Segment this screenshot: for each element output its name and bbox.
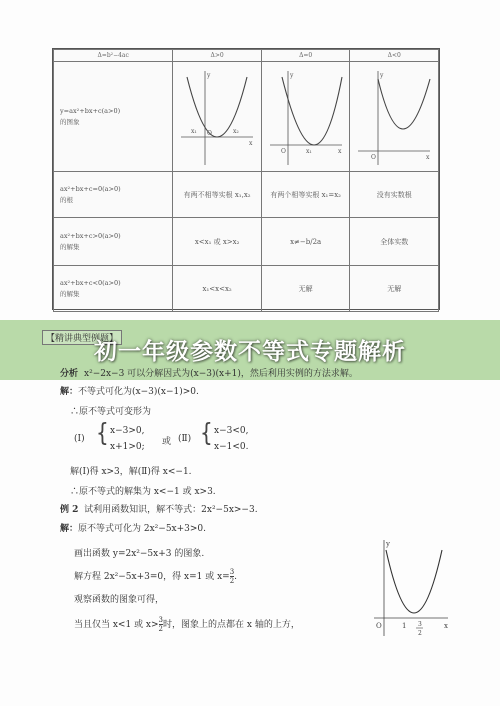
graph-cell-one-root [261, 62, 350, 172]
parabola-no-root-graph [354, 67, 434, 167]
graph-label-origin: O [371, 153, 377, 161]
table-row [54, 172, 439, 218]
table-header-row [54, 50, 439, 62]
solution-line: ∴原不等式的解集为 x<−1 或 x>3. [70, 487, 216, 497]
graph2-label-frac-d: 2 [418, 630, 422, 637]
page-title: 初一年级参数不等式专题解析 [94, 339, 406, 365]
brace-icon: { [96, 417, 109, 447]
table-header-cell: Δ=b²−4ac [54, 50, 173, 62]
system-2-line-a: x−3<0, [214, 426, 249, 436]
row-label-line: 的解集 [60, 242, 80, 251]
solution-line [74, 568, 237, 585]
graph-label-y: y [207, 71, 211, 79]
table-header-cell: Δ=0 [261, 50, 350, 62]
solution-line: ∴原不等式可变形为 [70, 407, 152, 417]
table-cell: 有两个相等实根 x₁=x₂ [261, 172, 350, 218]
graph2-label-frac-n: 3 [418, 621, 422, 628]
system-tag-2: (Ⅱ) [178, 434, 192, 444]
analysis-line [60, 366, 358, 379]
row-label-line: ax²+bx+c>0(a>0) [60, 231, 121, 240]
graph2-label-y: y [386, 540, 390, 548]
parabola-example-2-graph [372, 538, 452, 638]
solution-text: 不等式可化为(x−3)(x−1)>0. [78, 387, 199, 397]
solution-line [60, 521, 206, 534]
table-header-cell: Δ<0 [350, 50, 439, 62]
graph2-label-x: x [444, 622, 448, 630]
analysis-text: x²−2x−3 可以分解因式为(x−3)(x+1)，然后利用实例的方法求解。 [84, 369, 358, 379]
solution-line [74, 616, 300, 633]
graph-label-x2: x₂ [233, 127, 239, 135]
parabola-one-root-graph [266, 67, 346, 167]
table-row [54, 266, 439, 312]
table-row-label [54, 172, 173, 218]
graph-label-origin: O [280, 147, 286, 155]
solution-line: 画出函数 y=2x²−5x+3 的图象. [74, 549, 205, 559]
system-2-line-b: x−1<0. [214, 442, 249, 452]
table-cell: 有两不相等实根 x₁,x₂ [173, 172, 262, 218]
graph-label-x: x [337, 147, 342, 155]
example-2-head: 例 2 [60, 505, 79, 515]
example-2-text: 试利用函数知识，解不等式：2x²−5x>−3. [84, 505, 258, 515]
table-cell: x≠−b/2a [261, 218, 350, 266]
table-cell: x<x₁ 或 x>x₂ [173, 218, 262, 266]
row-label-line: 的根 [60, 195, 73, 204]
solution-head: 解： [60, 524, 79, 534]
system-1-line-a: x−3>0, [110, 426, 145, 436]
graph-label-x: x [426, 153, 430, 161]
solution-head: 解： [60, 387, 79, 397]
fraction-numerator: 3 [229, 568, 235, 576]
row-label-line: 的解集 [60, 289, 80, 298]
graph-label-y: y [380, 71, 384, 79]
solution-text: 当且仅当 x<1 或 x> [74, 620, 159, 630]
solution-line: 观察函数的图象可得， [74, 595, 165, 605]
graph-label-y: y [289, 71, 294, 79]
solution-text: . [234, 572, 238, 582]
graph2-label-one: 1 [402, 622, 407, 630]
system-1-line-b: x+1>0; [110, 442, 145, 452]
table-row-label [54, 266, 173, 312]
solution-line: 解(Ⅰ)得 x>3，解(Ⅱ)得 x<−1. [70, 467, 192, 477]
graph-cell-no-root [350, 62, 439, 172]
solution-line [60, 384, 199, 397]
table-cell: 无解 [261, 266, 350, 312]
row-label-line: y=ax²+bx+c(a>0) [60, 106, 121, 115]
row-label-line: ax²+bx+c=0(a>0) [60, 184, 121, 193]
parabola-two-roots-graph [177, 67, 257, 167]
graph-label-x1: x₁ [305, 147, 312, 155]
fraction-numerator: 3 [158, 616, 164, 624]
solution-text: 解方程 2x²−5x+3=0，得 x=1 或 x= [74, 572, 230, 582]
fraction-denominator: 2 [158, 625, 164, 633]
graph-cell-two-roots [173, 62, 262, 172]
table-cell: 无解 [350, 266, 439, 312]
quadratic-table [53, 49, 439, 312]
quadratic-table-figure [52, 48, 440, 310]
table-row-label [54, 218, 173, 266]
table-row-label [54, 62, 173, 172]
table-cell: 全体实数 [350, 218, 439, 266]
example-2-line [60, 502, 258, 515]
brace-icon: { [200, 417, 213, 447]
table-cell: x₁<x<x₂ [173, 266, 262, 312]
graph-label-origin: O [207, 129, 213, 137]
graph-label-x: x [249, 139, 253, 147]
system-tag-1: (Ⅰ) [74, 434, 85, 444]
row-label-line: ax²+bx+c<0(a>0) [60, 278, 121, 287]
section-tag: 【精讲典型例题】 [42, 330, 122, 345]
table-header-cell: Δ>0 [173, 50, 262, 62]
fraction-denominator: 2 [229, 577, 235, 585]
system-or: 或 [162, 437, 172, 447]
graph2-label-origin: O [376, 622, 382, 630]
table-cell: 没有实数根 [350, 172, 439, 218]
table-row [54, 62, 439, 172]
solution-text: 原不等式可化为 2x²−5x+3>0. [78, 524, 207, 534]
graph-label-x1: x₁ [191, 127, 197, 135]
analysis-head: 分析 [60, 369, 79, 379]
row-label-line: 的图象 [60, 117, 80, 126]
table-row [54, 218, 439, 266]
solution-text: 时，图象上的点都在 x 轴的上方， [163, 620, 300, 630]
